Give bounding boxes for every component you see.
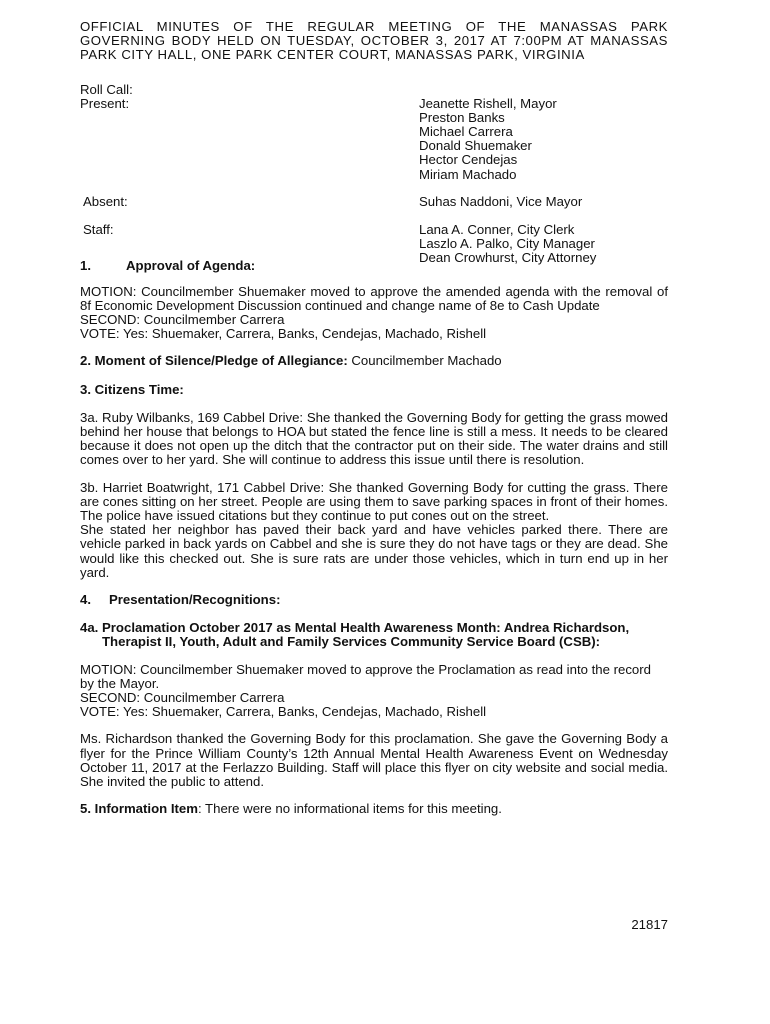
section-2-text: Councilmember Machado bbox=[347, 353, 502, 369]
present-member: Miriam Machado bbox=[419, 166, 517, 182]
present-label: Present: bbox=[80, 95, 130, 111]
section-2 bbox=[80, 354, 668, 368]
section-1-body bbox=[80, 285, 668, 342]
present-member: Michael Carrera bbox=[419, 124, 513, 140]
section-3-heading bbox=[80, 383, 668, 397]
staff-member: Lana A. Conner, City Clerk bbox=[419, 221, 575, 237]
section-2-heading: 2. Moment of Silence/Pledge of Allegiance: bbox=[80, 353, 348, 369]
present-list bbox=[419, 97, 557, 182]
section-5 bbox=[80, 802, 668, 816]
proclamation-vote: VOTE: Yes: Shuemaker, Carrera, Banks, Cendejas, Machado, Rishell bbox=[80, 704, 487, 720]
section-4-title: Presentation/Recognitions: bbox=[109, 592, 281, 608]
section-5-text: : There were no informational items for this meeting. bbox=[197, 801, 502, 817]
present-member: Preston Banks bbox=[419, 109, 505, 125]
section-4-heading bbox=[80, 593, 668, 607]
page-number: 21817 bbox=[631, 917, 668, 932]
staff-list bbox=[419, 223, 596, 266]
present-member: Donald Shuemaker bbox=[419, 138, 532, 154]
proclamation-second: SECOND: Councilmember Carrera bbox=[80, 690, 285, 706]
section-1-title: Approval of Agenda: bbox=[126, 257, 256, 273]
present-member: Jeanette Rishell, Mayor bbox=[419, 95, 557, 111]
section-3-title: 3. Citizens Time: bbox=[80, 381, 184, 397]
proclamation-heading: 4a. Proclamation October 2017 as Mental Health Awareness Month: Andrea Richardson, Therapist II, Youth, Adult and Family Services Community Service Board (CSB): bbox=[80, 620, 630, 650]
staff-label: Staff: bbox=[83, 221, 114, 237]
citizen-3a: 3a. Ruby Wilbanks, 169 Cabbel Drive: She thanked the Governing Body for getting the grass mowed behind her house that belongs to HOA but stated the fence line is still a mess. It needs to be cleared because it does not open up the ditch that the contractor put on their side. The water drains and still comes over to her yard. She will continue to address this issue until there is resolution. bbox=[80, 409, 668, 468]
section-4-number: 4. bbox=[80, 592, 91, 608]
section-1-heading bbox=[80, 259, 255, 273]
section-1-number: 1. bbox=[80, 257, 91, 273]
staff-member: Laszlo A. Palko, City Manager bbox=[419, 235, 595, 251]
absent-member: Suhas Naddoni, Vice Mayor bbox=[419, 193, 583, 209]
citizen-3b-continued: She stated her neighbor has paved their back yard and have vehicles parked there. There are vehicle parked in back yards on Cabbel and she is sure they do not have tags or they are dead. She would like this checked out. She is sure rats are under those vehicles, which in turn end up in her yard. bbox=[80, 522, 668, 580]
document-title: OFFICIAL MINUTES OF THE REGULAR MEETING OF THE MANASSAS PARK GOVERNING BODY HELD ON TUESDAY, OCTOBER 3, 2017 AT 7:00PM AT MANASSAS PARK CITY HALL, ONE PARK CENTER COURT, MANASSAS PARK, VIRGINIA bbox=[80, 19, 668, 63]
proclamation-note: Ms. Richardson thanked the Governing Body for this proclamation. She gave the Governing Body a flyer for the Prince William County’s 12th Annual Mental Health Awareness Event on Wednesday October 11, 2017 at the Ferlazzo Building. Staff will place this flyer on city website and social media. She invited the public to attend. bbox=[80, 731, 668, 790]
staff-member: Dean Crowhurst, City Attorney bbox=[419, 250, 597, 266]
present-member: Hector Cendejas bbox=[419, 152, 518, 168]
agenda-vote: VOTE: Yes: Shuemaker, Carrera, Banks, Cendejas, Machado, Rishell bbox=[80, 326, 487, 342]
proclamation-motion: MOTION: Councilmember Shuemaker moved to approve the Proclamation as read into the record by the Mayor. bbox=[80, 661, 651, 691]
section-5-heading: 5. Information Item bbox=[80, 801, 198, 817]
section-4-body bbox=[80, 663, 668, 720]
absent-label: Absent: bbox=[83, 193, 128, 209]
roll-call-heading: Roll Call: bbox=[80, 81, 133, 97]
agenda-motion: MOTION: Councilmember Shuemaker moved to approve the amended agenda with the removal of 8f Economic Development Discussion continued and change name of 8e to Cash Update bbox=[80, 283, 668, 313]
minutes-page bbox=[80, 20, 668, 817]
absent-list bbox=[419, 195, 582, 209]
citizen-3b: 3b. Harriet Boatwright, 171 Cabbel Drive: She thanked Governing Body for cutting the grass. There are cones sitting on her street. People are using them to save parking spaces in front of their homes. The police have issued citations but they continue to put cones out on the street. bbox=[80, 479, 668, 524]
agenda-second: SECOND: Councilmember Carrera bbox=[80, 312, 285, 328]
roll-call-section bbox=[80, 83, 668, 273]
